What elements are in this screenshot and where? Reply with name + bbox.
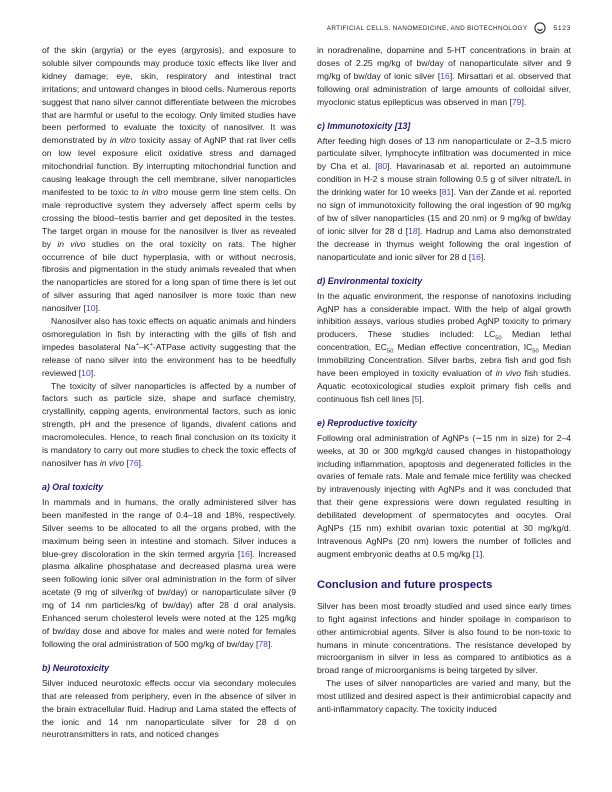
section-heading: [317, 418, 571, 429]
text-run: of the skin (argyria) or the eyes (argyrosis), and exposure to soluble silver compounds may produce toxic effects like liver and kidney damage; eye, skin, respiratory and intestinal tract irritations; and untoward changes in blood cells. Numerous reports suggest that nano silver cannot differentiate between the microbes that are harmful or useful to the ecology. Only limited studies have been performed to evaluate the toxicity of nanosilver. It was demonstrated by: [42, 45, 296, 146]
section-heading: [42, 663, 296, 674]
citation-link[interactable]: 80: [377, 161, 388, 172]
text-run: ]. Increased plasma alkaline phosphatase and decreased plasma urea were seen following ionic silver oral administration in the form of silver acetate (9 mg of silver/kg of bw/day) or nanoparticulate silver (9 mg of 14 nm particles/kg of bw/day) after 28 d oral analysis. Enhanced serum cholesterol levels were noted at the 125 mg/kg of bw/day dose and above for males and were noted for females following the oral administration of 500 mg/kg of bw/day [: [42, 548, 297, 649]
text-run: ]. Hadrup and Lama also demonstrated the decrease in thymus weight following the oral ingestion of nanoparticulate and ionic silver for 28 d [: [317, 225, 571, 262]
text-run: The uses of silver nanoparticles are varied and many, but the most utilized and desired aspect is their antimicrobial capacity and anti-inflammatory capacity. The toxicity induced: [317, 678, 571, 715]
paragraph: [317, 677, 571, 716]
text-run: –K: [139, 341, 150, 352]
text-run: c) Immunotoxicity [13]: [317, 120, 411, 131]
citation-link[interactable]: 10: [85, 303, 96, 314]
text-run: ].: [138, 458, 144, 468]
paragraph: [317, 135, 571, 264]
text-run: ]. Van der Zande et al. reported no sign of immunotoxicity following the oral ingestion of 90 mg/kg of bw of silver nanoparticles (15 and 20 nm) or 9 mg/kg of bw/day of ionic silver for 28 d [: [317, 187, 572, 236]
text-run: After feeding high doses of 13 nm nanoparticulate or 2–3.5 micro particulate silver, lymphocyte infiltration was documented in mice by Cha et al. [: [317, 135, 571, 172]
section-heading: [42, 482, 296, 493]
italic-text: in vivo: [57, 238, 86, 249]
text-run: ].: [479, 548, 485, 559]
section-heading: [317, 121, 571, 132]
text-run: ]. Mirsattari et al. observed that following oral administration of large amounts of colloidal silver, myoclonic status epilepticus was observed in man [: [317, 70, 571, 107]
text-run: Nanosilver also has toxic effects on aquatic animals and hinders osmoregulation in fish by interacting with the gills of fish and impedes basolateral Na: [42, 316, 296, 352]
text-run: In mammals and in humans, the orally administered silver has been manifested in the range of 0.4–18 and 18%, respectively. Silver seems to be allocated to all the organs probed, with the maximum being seen in intestine and stomach. Silver induces a blue-grey discoloration in the skin termed argyria [: [42, 496, 296, 559]
text-run: fish studies. Aquatic ecotoxicological studies exploit primary fish cells and continuous fish cell lines [: [317, 368, 572, 404]
citation-link[interactable]: 81: [441, 187, 452, 198]
text-run: [: [124, 458, 129, 468]
section-heading: [317, 579, 571, 592]
citation-link[interactable]: 78: [258, 638, 268, 649]
text-run: Median effective concentration, IC: [393, 342, 533, 353]
paragraph: [42, 315, 296, 380]
italic-text: in vivo: [99, 458, 125, 468]
text-run: Conclusion and future prospects: [317, 578, 493, 591]
text-run: mouse germ line stem cells. On male reproductive system they adversely affect sperm cells by crossing the blood–testis barrier and get deposited in the testes. The target organ in mouse for the nanosilver is liver as revealed by: [42, 186, 296, 249]
citation-link[interactable]: 1: [475, 548, 480, 559]
citation-link[interactable]: 79: [511, 96, 522, 107]
citation-link[interactable]: 10: [81, 367, 91, 378]
text-run: +: [135, 341, 139, 348]
running-head: [327, 22, 571, 34]
text-run: e) Reproductive toxicity: [317, 417, 417, 428]
text-run: ].: [90, 367, 96, 378]
citation-link[interactable]: 16: [440, 70, 450, 81]
text-run: toxicity assay of AgNP that rat liver cells on low level exposure elicit oxidative stress and damaged mitochondrial function. By interrupting mitochondrial function and causing leakage through the cell membrane, silver nanoparticles manifested to be toxic to: [42, 135, 296, 197]
section-heading: [317, 276, 571, 287]
text-run: 50: [532, 348, 539, 355]
citation-link[interactable]: 5: [414, 393, 420, 404]
paragraph: [317, 600, 571, 677]
text-run: ].: [95, 303, 101, 314]
citation-link[interactable]: 16: [240, 548, 250, 559]
text-run: The toxicity of silver nanoparticles is affected by a number of factors such as particle size, shape and surface chemistry, crystallinity, capping agents, environmental factors, such as ionic strength, pH and the presence of ligands, divalent cations and macromolecules. Hence, to reach final conclusion on its toxicity it is mandatory to carry out more studies to check the toxic effects of nanosilver has: [42, 380, 296, 468]
page-number: 5123: [553, 24, 571, 32]
text-run: in noradrenaline, dopamine and 5-HT concentrations in brain at doses of 2.25 mg/kg of bw/day of nanoparticulate silver and 9 mg/kg of bw/day of ionic silver [: [317, 45, 571, 81]
text-run: ].: [480, 251, 486, 262]
text-run: In the aquatic environment, the response of nanotoxins including AgNP has a considerable impact. With the help of algal growth inhibition assays, various studies probed AgNP toxicity to primary producers. These studies included: LC: [317, 290, 571, 340]
text-run: 50: [386, 348, 394, 355]
paragraph: [317, 432, 571, 561]
text-run: d) Environmental toxicity: [317, 275, 423, 286]
journal-title: ARTIFICIAL CELLS, NANOMEDICINE, AND BIOTECHNOLOGY: [326, 24, 528, 32]
text-run: a) Oral toxicity: [42, 481, 104, 492]
paragraph: [317, 290, 571, 406]
paragraph: [42, 496, 296, 651]
paragraph: [42, 380, 296, 470]
left-column: [42, 44, 296, 741]
paragraph: [42, 677, 296, 742]
citation-link[interactable]: 18: [408, 225, 418, 236]
text-run: ].: [521, 96, 527, 107]
right-column: [317, 44, 571, 741]
text-run: +: [149, 341, 153, 348]
paragraph: [317, 44, 571, 109]
text-run: 50: [495, 336, 502, 343]
text-run: Median Immobilizing Concentration. Silver barbs, zebra fish and god fish have been employed in toxicity evaluation of: [317, 342, 571, 379]
text-run: ]. Havarinasab et al. reported an autoimmune condition in H-2 s mouse strain following 0.5 g of silver nitrate/L in the drinking water for 10 weeks [: [317, 161, 571, 198]
text-run: b) Neurotoxicity: [42, 662, 109, 673]
text-run: Median lethal concentration, EC: [317, 329, 571, 353]
text-run: Following oral administration of AgNPs (∼15 nm in size) for 2–4 weeks, at 30 or 300 mg/kg/d caused changes in histopathology including inflammation, apoptosis and degenerated follicles in the ovaries of female rats. Male and female mice fertility was checked by intravenously injecting with AgNPs and it was concluded that that their gene expressions were down regulated resulting in debilitated development of spermatocytes and oocytes. Oral AgNPs (15 nm) exhibit ovarian toxic potential at 30 mg/kg/d. Intravenous AgNPs (20 nm) lowers the number of follicles and augment embryonic deaths at 0.5 mg/kg [: [317, 432, 571, 559]
text-columns: [42, 44, 571, 741]
italic-text: in vivo: [495, 368, 522, 379]
text-run: Silver has been most broadly studied and used since early times to fight against infections and hinder spoilage in comparison to other antimicrobial agents. Silver is also found to be non-toxic to humans in minute concentrations. The resistance developed by microorganism in silver in less as compared to antibiotics as a broad range of microorganisms is being targeted by silver.: [317, 600, 571, 676]
italic-text: in vitro: [141, 186, 169, 197]
text-run: ].: [419, 393, 425, 404]
italic-text: in vitro: [109, 135, 136, 146]
citation-link[interactable]: 16: [471, 251, 481, 262]
text-run: Silver induced neurotoxic effects occur via secondary molecules that are released from periphery, even in the absence of silver in the brain extracellular fluid. Hadrup and Lama stated the effects of the ionic and 14 nm nanoparticulate silver for 28 d on neurotransmitters in rats, and noticed changes: [42, 677, 296, 740]
text-run: studies on the oral toxicity on rats. The higher occurrence of bile duct hyperplasia, with or without necrosis, fibrosis and pigmentation in the study animals revealed that when the nanoparticles are stored for a long span of time there is let out of silver assuring that aged nanosilver is more toxic than new nanosilver [: [42, 238, 297, 314]
text-run: -ATPase activity suggesting that the release of nano silver into the environment has to be heedfully reviewed [: [42, 341, 296, 378]
citation-link[interactable]: 76: [128, 458, 139, 468]
text-run: ].: [267, 638, 273, 649]
paragraph: [42, 44, 296, 315]
publisher-badge-icon: [534, 22, 546, 34]
